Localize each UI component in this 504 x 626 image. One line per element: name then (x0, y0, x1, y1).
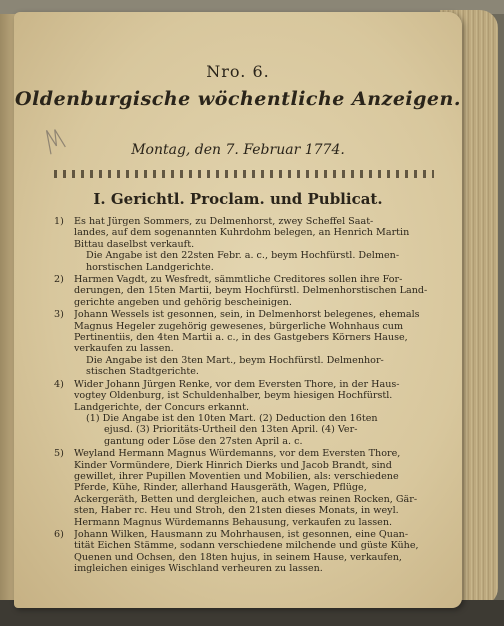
publication-date: Montag, den 7. Februar 1774. (131, 142, 345, 158)
entry-line: Pferde, Kühe, Rinder, allerhand Hausgeräth, Wagen, Pflüge, (74, 482, 367, 494)
entry-line: Wider Johann Jürgen Renke, vor dem Eversten Thore, in der Haus- (74, 378, 400, 390)
entry-line: (1) Die Angabe ist den 10ten Mart. (2) Deduction den 16ten (86, 412, 378, 424)
entry-line: Quenen und Ochsen, den 18ten hujus, in seinem Hause, verkaufen, (74, 551, 402, 563)
entry-line: stischen Stadtgerichte. (86, 366, 199, 378)
entry-line: Die Angabe ist den 3ten Mart., beym Hochfürstl. Delmenhor- (86, 354, 384, 366)
newspaper-title: Oldenburgische wöchentliche Anzeigen. (15, 88, 461, 110)
notice-entry (54, 216, 446, 273)
entry-line: Hermann Magnus Würdemanns Behausung, verkaufen zu lassen. (74, 516, 393, 528)
section-heading: I. Gerichtl. Proclam. und Publicat. (93, 190, 383, 208)
entry-line: Ackergeräth, Betten und dergleichen, auch etwas reinen Rocken, Gär- (74, 493, 418, 505)
entry-line: Kinder Vormündere, Dierk Hinrich Dierks und Jacob Brandt, sind (74, 459, 392, 471)
entry-line: landes, auf dem sogenannten Kuhrdohm belegen, an Henrich Martin (74, 227, 410, 239)
entry-line: tität Eichen Stämme, sodann verschiedene milchende und güste Kühe, (74, 540, 419, 552)
entry-number: 1) (54, 216, 64, 227)
entry-line: gantung oder Löse den 27sten April a. c. (104, 435, 303, 447)
entry-number: 4) (54, 378, 64, 390)
notice-entry (54, 448, 446, 528)
issue-number: Nro. 6. (206, 62, 270, 81)
notice-entry (54, 274, 446, 308)
entry-line: verkaufen zu lassen. (74, 343, 174, 355)
entry-line: Die Angabe ist den 22sten Febr. a. c., beym Hochfürstl. Delmen- (86, 250, 400, 262)
entry-number: 3) (54, 309, 64, 321)
entry-line: Johann Wessels ist gesonnen, sein, in Delmenhorst belegenes, ehemals (74, 309, 420, 321)
entry-line: horstischen Landgerichte. (86, 261, 214, 273)
entry-line: Pertinentiis, den 4ten Martii a. c., in des Gastgebers Körners Hause, (74, 332, 408, 344)
newspaper-page (14, 12, 462, 608)
entry-line: derungen, den 15ten Martii, beym Hochfürstl. Delmenhorstischen Land- (74, 285, 428, 297)
entry-line: Bittau daselbst verkauft. (74, 238, 195, 250)
entry-line: vogtey Oldenburg, ist Schuldenhalber, beym hiesigen Hochfürstl. (74, 390, 393, 402)
entry-line: Landgerichte, der Concurs erkannt. (74, 401, 249, 413)
notice-entry (54, 529, 446, 575)
entry-number: 2) (54, 274, 64, 286)
notice-entry (54, 379, 446, 447)
entry-line: Es hat Jürgen Sommers, zu Delmenhorst, zwey Scheffel Saat- (74, 216, 374, 227)
entry-line: Weyland Hermann Magnus Würdemanns, vor dem Eversten Thore, (74, 448, 401, 460)
entry-line: sten, Haber rc. Heu und Stroh, den 21sten dieses Monats, in weyl. (74, 505, 399, 517)
notice-list (54, 216, 446, 576)
entry-line: ejusd. (3) Prioritäts-Urtheil den 13ten April. (4) Ver- (104, 424, 358, 436)
entry-number: 6) (54, 528, 64, 540)
entry-line: Magnus Hegeler zugehörig gewesenes, bürgerliche Wohnhaus cum (74, 320, 404, 332)
ornamental-divider (54, 170, 434, 178)
entry-number: 5) (54, 448, 64, 460)
notice-entry (54, 309, 446, 377)
entry-line: imgleichen einiges Wischland verheuren zu lassen. (74, 563, 323, 575)
entry-line: Johann Wilken, Hausmann zu Mohrhausen, ist gesonnen, eine Quan- (74, 528, 409, 540)
entry-line: gewillet, ihrer Pupillen Moventien und Mobilien, als: verschiedene (74, 470, 399, 482)
entry-line: Harmen Vagdt, zu Wesfredt, sämmtliche Creditores sollen ihre For- (74, 274, 403, 286)
entry-line: gerichte angeben und gehörig bescheinigen. (74, 296, 292, 308)
